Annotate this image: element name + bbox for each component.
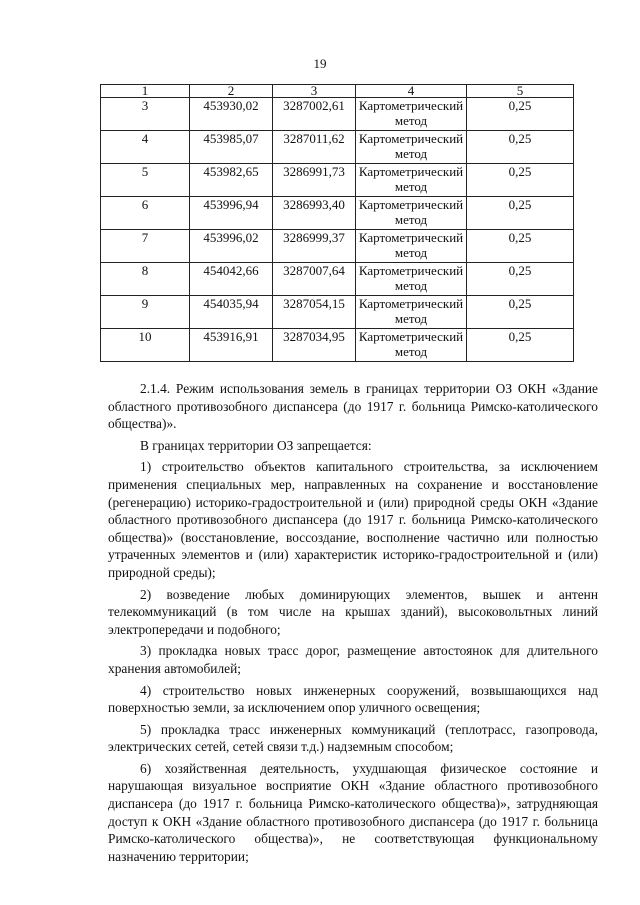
- method-cell: Картометрический метод: [356, 131, 467, 164]
- x-coordinate-cell: 453930,02: [190, 98, 273, 131]
- point-number-cell: 8: [101, 263, 190, 296]
- x-coordinate-cell: 453916,91: [190, 329, 273, 362]
- error-cell: 0,25: [467, 197, 574, 230]
- table-header-cell: 5: [467, 85, 574, 98]
- error-cell: 0,25: [467, 263, 574, 296]
- prohibition-intro: В границах территории ОЗ запрещается:: [140, 437, 372, 453]
- error-cell: 0,25: [467, 230, 574, 263]
- table-row: [101, 329, 574, 362]
- prohibition-item: 3) прокладка новых трасс дорог, размещение автостоянок для длительного хранения автомобилей;: [108, 643, 598, 676]
- prohibition-item: 2) возведение любых доминирующих элементов, вышек и антенн телекоммуникаций (в том числе на крышах зданий), высоковольтных линий электропередачи и подобного;: [108, 586, 598, 637]
- method-cell: Картометрический метод: [356, 197, 467, 230]
- table-header-cell: 4: [356, 85, 467, 98]
- coordinates-table: [100, 84, 574, 362]
- point-number-cell: 4: [101, 131, 190, 164]
- method-cell: Картометрический метод: [356, 263, 467, 296]
- x-coordinate-cell: 454042,66: [190, 263, 273, 296]
- point-number-cell: 7: [101, 230, 190, 263]
- y-coordinate-cell: 3287007,64: [273, 263, 356, 296]
- x-coordinate-cell: 453985,07: [190, 131, 273, 164]
- y-coordinate-cell: 3286993,40: [273, 197, 356, 230]
- prohibition-item: 5) прокладка трасс инженерных коммуникаций (теплотрасс, газопровода, электрических сетей, сетей связи т.д.) надземным способом;: [108, 721, 598, 755]
- x-coordinate-cell: 454035,94: [190, 296, 273, 329]
- prohibition-item: 4) строительство новых инженерных сооружений, возвышающихся над поверхностью земли, за исключением опор уличного освещения;: [108, 682, 598, 716]
- prohibition-item: 6) хозяйственная деятельность, ухудшающая физическое состояние и нарушающая визуальное восприятие ОКН «Здание областного противозобного диспансера (до 1917 г. больница Римско-католического общества)», затрудняющая доступ к ОКН «Здание областного противозобного диспансера (до 1917 г. больница Римско-католического общества)», не соответствующая функциональному назначению территории;: [108, 760, 598, 864]
- error-cell: 0,25: [467, 131, 574, 164]
- point-number-cell: 3: [101, 98, 190, 131]
- method-cell: Картометрический метод: [356, 98, 467, 131]
- y-coordinate-cell: 3286991,73: [273, 164, 356, 197]
- table-row: [101, 131, 574, 164]
- x-coordinate-cell: 453996,94: [190, 197, 273, 230]
- method-cell: Картометрический метод: [356, 230, 467, 263]
- error-cell: 0,25: [467, 329, 574, 362]
- x-coordinate-cell: 453996,02: [190, 230, 273, 263]
- method-cell: Картометрический метод: [356, 329, 467, 362]
- section-heading: 2.1.4. Режим использования земель в границах территории ОЗ ОКН «Здание областного противозобного диспансера (до 1917 г. больница Римско-католического общества)».: [108, 381, 598, 432]
- page-number: 19: [313, 56, 327, 71]
- table-row: [101, 230, 574, 263]
- table-row: [101, 197, 574, 230]
- y-coordinate-cell: 3286999,37: [273, 230, 356, 263]
- y-coordinate-cell: 3287034,95: [273, 329, 356, 362]
- table-header-cell: 2: [190, 85, 273, 98]
- table-row: [101, 164, 574, 197]
- x-coordinate-cell: 453982,65: [190, 164, 273, 197]
- prohibition-item: 1) строительство объектов капитального строительства, за исключением применения специальных мер, направленных на сохранение и восстановление (регенерацию) историко-градостроительной и (или) природной среды ОКН «Здание областного противозобного диспансера (до 1917 г. больница Римско-католического общества)» (восстановление, воссоздание, восполнение частично или полностью утраченных элементов и (или) характеристик историко-градостроительной и (или) природной среды);: [108, 459, 598, 580]
- point-number-cell: 6: [101, 197, 190, 230]
- method-cell: Картометрический метод: [356, 164, 467, 197]
- table-row: [101, 296, 574, 329]
- error-cell: 0,25: [467, 98, 574, 131]
- error-cell: 0,25: [467, 296, 574, 329]
- regulation-text: [108, 380, 598, 869]
- y-coordinate-cell: 3287002,61: [273, 98, 356, 131]
- point-number-cell: 5: [101, 164, 190, 197]
- y-coordinate-cell: 3287054,15: [273, 296, 356, 329]
- table-header-cell: 1: [101, 85, 190, 98]
- point-number-cell: 9: [101, 296, 190, 329]
- table-row: [101, 263, 574, 296]
- table-header-cell: 3: [273, 85, 356, 98]
- method-cell: Картометрический метод: [356, 296, 467, 329]
- point-number-cell: 10: [101, 329, 190, 362]
- y-coordinate-cell: 3287011,62: [273, 131, 356, 164]
- error-cell: 0,25: [467, 164, 574, 197]
- table-header-row: [101, 85, 574, 98]
- table-row: [101, 98, 574, 131]
